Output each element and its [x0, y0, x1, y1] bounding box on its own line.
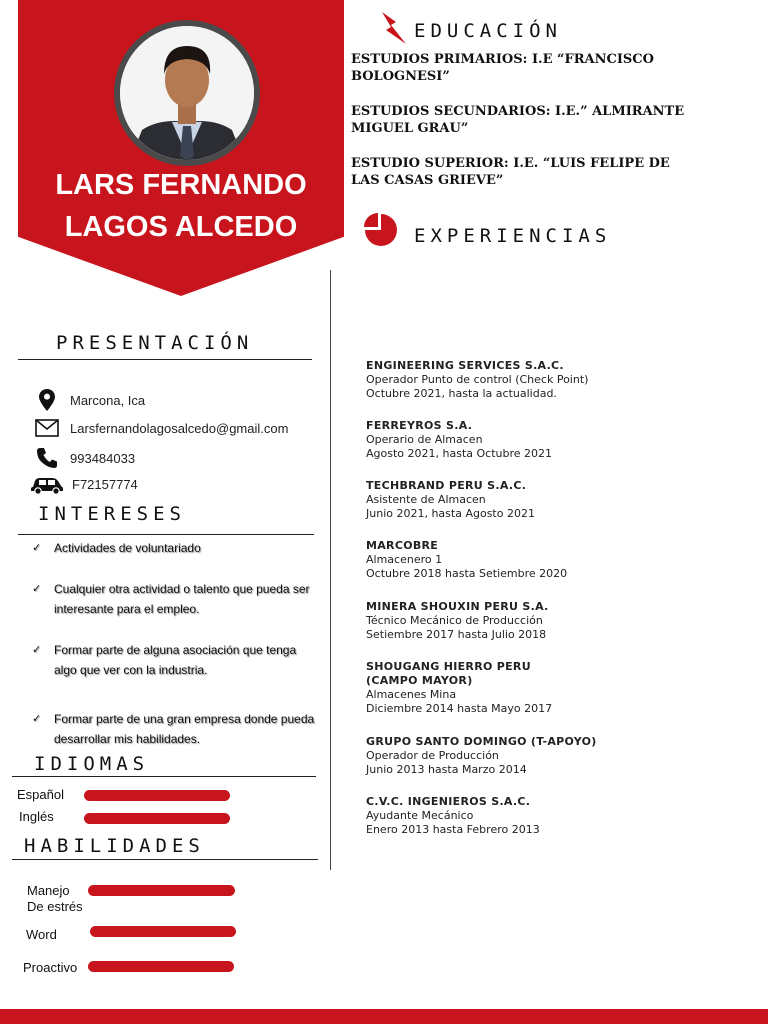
checkmark-icon: ✓: [32, 644, 42, 656]
education-item: ESTUDIOS PRIMARIOS: I.E “FRANCISCO BOLOGNESI”: [351, 52, 654, 84]
car-icon: [30, 473, 64, 495]
interest-item: ✓ Actividades de voluntariado: [32, 538, 322, 558]
job-company: MINERA SHOUXIN PERU S.A.: [366, 600, 549, 613]
skill-label: Manejo De estrés: [27, 883, 83, 914]
checkmark-icon: ✓: [32, 713, 42, 725]
skill-level-bar: [90, 926, 236, 937]
avatar: [120, 26, 254, 160]
job-entry: [366, 600, 616, 642]
job-entry: [366, 359, 616, 401]
contact-license-text: F72157774: [72, 476, 138, 492]
footer-bar: [0, 1009, 768, 1024]
intereses-title: INTERESES: [38, 503, 186, 525]
job-role: Asistente de Almacen: [366, 493, 486, 506]
job-company: ENGINEERING SERVICES S.A.C.: [366, 359, 564, 372]
habilidades-title: HABILIDADES: [24, 835, 205, 857]
job-role: Técnico Mecánico de Producción: [366, 614, 543, 627]
candidate-name: [18, 164, 344, 248]
idiomas-title: IDIOMAS: [34, 753, 150, 775]
skill-label: Proactivo: [23, 960, 78, 975]
job-company: TECHBRAND PERU S.A.C.: [366, 479, 527, 492]
location-pin-icon: [34, 389, 60, 411]
job-role: Almacenero 1: [366, 553, 443, 566]
job-entry: [366, 660, 586, 716]
interest-item: ✓ Cualquier otra actividad o talento que pueda ser interesante para el empleo.: [32, 579, 322, 619]
job-company: FERREYROS S.A.: [366, 419, 473, 432]
envelope-icon: [34, 419, 60, 437]
job-role: Ayudante Mecánico: [366, 809, 474, 822]
education-item: ESTUDIO SUPERIOR: I.E. “LUIS FELIPE DE LAS CASAS GRIEVE”: [351, 156, 670, 188]
column-divider: [330, 270, 331, 870]
job-role: Operario de Almacen: [366, 433, 483, 446]
contact-license: [30, 473, 138, 495]
job-role: Operador Punto de control (Check Point): [366, 373, 589, 386]
job-period: Junio 2013 hasta Marzo 2014: [366, 763, 527, 776]
language-label: Español: [17, 787, 64, 802]
job-period: Enero 2013 hasta Febrero 2013: [366, 823, 540, 836]
job-entry: [366, 795, 616, 837]
person-silhouette-icon: [120, 26, 254, 160]
job-entry: [366, 419, 616, 461]
contact-email[interactable]: [34, 419, 288, 437]
checkmark-icon: ✓: [32, 542, 42, 554]
language-level-bar: [84, 813, 230, 824]
idiomas-rule: [12, 776, 316, 777]
job-period: Setiembre 2017 hasta Julio 2018: [366, 628, 547, 641]
lightning-bolt-icon: [374, 10, 410, 50]
presentacion-title: PRESENTACIÓN: [56, 332, 254, 354]
skill-label: Word: [26, 927, 57, 942]
name-line-2: LAGOS ALCEDO: [64, 211, 298, 243]
job-period: Octubre 2021, hasta la actualidad.: [366, 387, 557, 400]
job-role: Operador de Producción: [366, 749, 499, 762]
interest-item: ✓ Formar parte de alguna asociación que tenga algo que ver con la industria.: [32, 640, 322, 680]
profile-photo: [114, 20, 260, 166]
interest-item: ✓ Formar parte de una gran empresa donde pueda desarrollar mis habilidades.: [32, 709, 322, 749]
job-role: Almacenes Mina: [366, 688, 457, 701]
contact-location: [34, 389, 145, 411]
contact-phone[interactable]: [34, 447, 135, 469]
skill-level-bar: [88, 961, 234, 972]
intereses-rule: [18, 534, 314, 535]
job-period: Diciembre 2014 hasta Mayo 2017: [366, 702, 553, 715]
language-label: Inglés: [19, 809, 54, 824]
job-period: Octubre 2018 hasta Setiembre 2020: [366, 567, 568, 580]
educacion-title: EDUCACIÓN: [414, 20, 562, 42]
job-entry: [366, 479, 616, 521]
job-company: MARCOBRE: [366, 539, 439, 552]
job-company: GRUPO SANTO DOMINGO (T-APOYO): [366, 735, 597, 748]
phone-icon: [34, 447, 60, 469]
job-company: SHOUGANG HIERRO PERU (CAMPO MAYOR): [366, 660, 531, 687]
language-level-bar: [84, 790, 230, 801]
job-entry: [366, 539, 616, 581]
job-entry: [366, 735, 616, 777]
contact-phone-text: 993484033: [70, 450, 136, 466]
job-period: Agosto 2021, hasta Octubre 2021: [366, 447, 553, 460]
name-line-1: LARS FERNANDO: [55, 169, 307, 201]
presentacion-rule: [18, 359, 312, 360]
contact-location-text: Marcona, Ica: [70, 392, 146, 408]
job-company: C.V.C. INGENIEROS S.A.C.: [366, 795, 531, 808]
contact-email-text: Larsfernandolagosalcedo@gmail.com: [70, 420, 289, 436]
experiencias-title: EXPERIENCIAS: [414, 225, 612, 247]
skill-level-bar: [88, 885, 235, 896]
checkmark-icon: ✓: [32, 583, 42, 595]
habilidades-rule: [12, 859, 318, 860]
job-period: Junio 2021, hasta Agosto 2021: [366, 507, 535, 520]
pie-chart-icon: [364, 213, 398, 251]
education-item: ESTUDIOS SECUNDARIOS: I.E.” ALMIRANTE MIGUEL GRAU”: [351, 104, 685, 136]
